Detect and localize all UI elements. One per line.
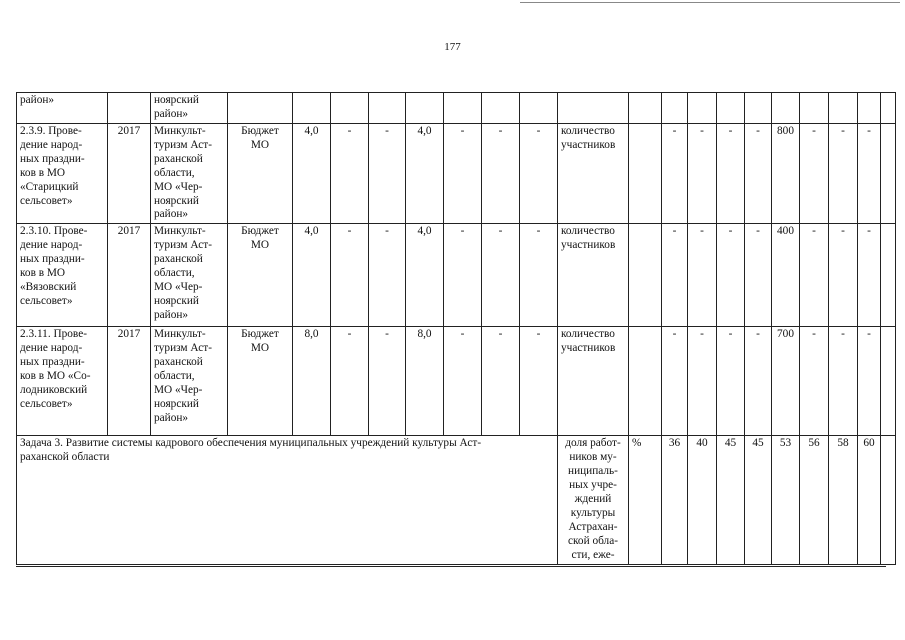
table-cell: - bbox=[800, 124, 829, 224]
table-cell: 4,0 bbox=[406, 224, 444, 327]
table-cell bbox=[406, 93, 444, 124]
task-value: 53 bbox=[772, 436, 800, 565]
table-cell: - bbox=[662, 224, 688, 327]
table-cell: - bbox=[444, 327, 482, 436]
table-cell: Бюджет МО bbox=[228, 224, 293, 327]
table-cell: - bbox=[444, 124, 482, 224]
program-table bbox=[16, 92, 896, 565]
table-cell bbox=[228, 93, 293, 124]
table-cell bbox=[881, 327, 896, 436]
table-cell bbox=[881, 436, 896, 565]
table-cell: количество участников bbox=[558, 124, 629, 224]
table-cell: Минкульт- туризм Аст- раханской области, МО «Чер- ноярский район» bbox=[151, 124, 228, 224]
table-cell: район» bbox=[17, 93, 108, 124]
table-cell: 4,0 bbox=[293, 224, 331, 327]
table-cell: - bbox=[829, 124, 858, 224]
table-cell: ноярский район» bbox=[151, 93, 228, 124]
table-cell: - bbox=[662, 124, 688, 224]
table-cell: количество участников bbox=[558, 224, 629, 327]
table-cell: Минкульт- туризм Аст- раханской области, МО «Чер- ноярский район» bbox=[151, 327, 228, 436]
table-cell: - bbox=[444, 224, 482, 327]
table-cell: 2017 bbox=[108, 224, 151, 327]
table-cell: - bbox=[331, 124, 369, 224]
table-cell: - bbox=[688, 327, 717, 436]
table-cell: Бюджет МО bbox=[228, 124, 293, 224]
task-value: 36 bbox=[662, 436, 688, 565]
task-row bbox=[17, 436, 896, 565]
bottom-rule bbox=[16, 566, 886, 567]
table-cell: 4,0 bbox=[406, 124, 444, 224]
table-cell: - bbox=[662, 327, 688, 436]
table-cell: количество участников bbox=[558, 327, 629, 436]
table-cell: - bbox=[688, 124, 717, 224]
table-cell: - bbox=[717, 124, 745, 224]
table-cell: - bbox=[331, 224, 369, 327]
table-cell: - bbox=[745, 327, 772, 436]
table-cell: - bbox=[800, 327, 829, 436]
task-title: Задача 3. Развитие системы кадрового обеспечения муниципальных учреждений культуры Аст- раханской области bbox=[17, 436, 558, 565]
table-cell bbox=[829, 93, 858, 124]
table-cell: - bbox=[688, 224, 717, 327]
table-cell bbox=[629, 93, 662, 124]
table-cell: 2.3.11. Прове- дение народ- ных праздни- ков в МО «Со- лодниковский сельсовет» bbox=[17, 327, 108, 436]
table-row bbox=[17, 124, 896, 224]
table-cell: Бюджет МО bbox=[228, 327, 293, 436]
table-cell bbox=[881, 224, 896, 327]
top-rule bbox=[520, 2, 900, 3]
table-cell: - bbox=[331, 327, 369, 436]
table-cell bbox=[629, 327, 662, 436]
table-cell: Минкульт- туризм Аст- раханской области, МО «Чер- ноярский район» bbox=[151, 224, 228, 327]
table-cell: - bbox=[369, 327, 406, 436]
table-cell: - bbox=[858, 224, 881, 327]
table-cell: 2017 bbox=[108, 327, 151, 436]
table-cell bbox=[108, 93, 151, 124]
table-cell bbox=[369, 93, 406, 124]
table-cell: - bbox=[520, 224, 558, 327]
table-cell: - bbox=[369, 224, 406, 327]
task-value: 45 bbox=[717, 436, 745, 565]
table-cell bbox=[629, 224, 662, 327]
table-cell: 8,0 bbox=[293, 327, 331, 436]
table-cell bbox=[688, 93, 717, 124]
table-cell: 4,0 bbox=[293, 124, 331, 224]
table-cell: - bbox=[858, 124, 881, 224]
table-cell bbox=[745, 93, 772, 124]
table-cell bbox=[662, 93, 688, 124]
table-cell: - bbox=[858, 327, 881, 436]
table-cell: 800 bbox=[772, 124, 800, 224]
table-cell: - bbox=[482, 327, 520, 436]
table-cell bbox=[858, 93, 881, 124]
table-row bbox=[17, 93, 896, 124]
table-cell: - bbox=[520, 327, 558, 436]
task-value: 58 bbox=[829, 436, 858, 565]
table-cell: - bbox=[482, 224, 520, 327]
table-cell: 2017 bbox=[108, 124, 151, 224]
table-cell: - bbox=[800, 224, 829, 327]
table-cell bbox=[520, 93, 558, 124]
table-cell: - bbox=[829, 327, 858, 436]
page-number: 177 bbox=[444, 41, 461, 53]
table-cell bbox=[558, 93, 629, 124]
table-row bbox=[17, 327, 896, 436]
table-cell bbox=[331, 93, 369, 124]
table-cell bbox=[293, 93, 331, 124]
task-value: 56 bbox=[800, 436, 829, 565]
table-cell: - bbox=[482, 124, 520, 224]
table-cell: - bbox=[369, 124, 406, 224]
task-unit: % bbox=[629, 436, 662, 565]
table-cell: - bbox=[745, 124, 772, 224]
table-cell: 400 bbox=[772, 224, 800, 327]
table-cell bbox=[629, 124, 662, 224]
table-cell: 2.3.10. Прове- дение народ- ных праздни- ков в МО «Вязовский сельсовет» bbox=[17, 224, 108, 327]
table-cell bbox=[482, 93, 520, 124]
task-indicator: доля работ- ников му- ниципаль- ных учре- ждений культуры Астрахан- ской обла- сти, еже- bbox=[558, 436, 629, 565]
table-cell bbox=[881, 124, 896, 224]
table-cell bbox=[800, 93, 829, 124]
table-cell: 2.3.9. Прове- дение народ- ных праздни- ков в МО «Старицкий сельсовет» bbox=[17, 124, 108, 224]
table-cell: 8,0 bbox=[406, 327, 444, 436]
task-value: 45 bbox=[745, 436, 772, 565]
table-cell bbox=[772, 93, 800, 124]
task-value: 60 bbox=[858, 436, 881, 565]
table-cell bbox=[717, 93, 745, 124]
table-cell: - bbox=[717, 327, 745, 436]
table-cell bbox=[881, 93, 896, 124]
table-cell: - bbox=[717, 224, 745, 327]
table-cell: - bbox=[520, 124, 558, 224]
table-cell: 700 bbox=[772, 327, 800, 436]
table-row bbox=[17, 224, 896, 327]
table-cell: - bbox=[829, 224, 858, 327]
table-cell bbox=[444, 93, 482, 124]
task-value: 40 bbox=[688, 436, 717, 565]
table-cell: - bbox=[745, 224, 772, 327]
